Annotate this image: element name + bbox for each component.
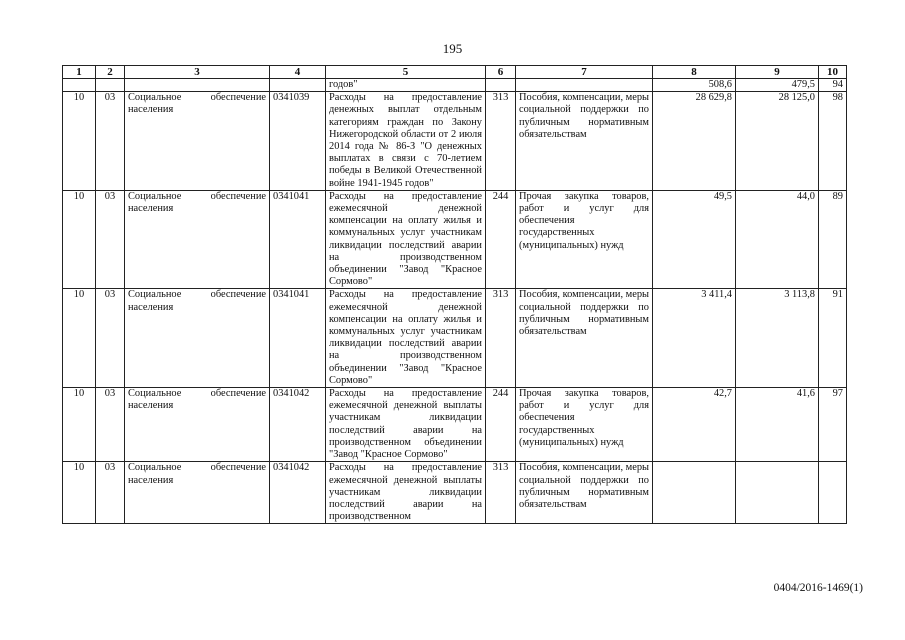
cell-target-code xyxy=(270,79,326,92)
cell-description: Расходы на предоставление ежемесячной денежной компенсации на оплату жилья и коммунальных услуг участникам ликвидации последствий аварии на производственном объединении "Завод "Красное Сормово" xyxy=(326,190,486,289)
cell-subsection: 03 xyxy=(96,289,125,388)
cell-expense-type: 313 xyxy=(486,462,516,524)
cell-description: Расходы на предоставление ежемесячной денежной выплаты участникам ликвидации последствий аварии на производственном объединении "Завод "Красное Сормово" xyxy=(326,388,486,462)
cell-description: Расходы на предоставление ежемесячной денежной компенсации на оплату жилья и коммунальных услуг участникам ликвидации последствий аварии на производственном объединении "Завод "Красное Сормово" xyxy=(326,289,486,388)
budget-table xyxy=(62,65,847,524)
cell-expense-type xyxy=(486,79,516,92)
cell-plan: 508,6 xyxy=(653,79,736,92)
header-col-10: 10 xyxy=(819,66,847,79)
header-col-1: 1 xyxy=(63,66,96,79)
header-col-8: 8 xyxy=(653,66,736,79)
cell-subsection: 03 xyxy=(96,388,125,462)
cell-percent: 94 xyxy=(819,79,847,92)
cell-plan: 28 629,8 xyxy=(653,92,736,191)
cell-expense-type: 313 xyxy=(486,92,516,191)
cell-actual: 479,5 xyxy=(736,79,819,92)
header-col-7: 7 xyxy=(516,66,653,79)
cell-percent: 97 xyxy=(819,388,847,462)
cell-target-code: 0341042 xyxy=(270,462,326,524)
cell-target-code: 0341039 xyxy=(270,92,326,191)
cell-name: Социальное обеспечение населения xyxy=(125,462,270,524)
header-col-4: 4 xyxy=(270,66,326,79)
continuation-row xyxy=(63,79,847,92)
cell-description: Расходы на предоставление ежемесячной денежной выплаты участникам ликвидации последствий аварии на производственном xyxy=(326,462,486,524)
cell-percent: 98 xyxy=(819,92,847,191)
cell-subsection: 03 xyxy=(96,190,125,289)
cell-section: 10 xyxy=(63,190,96,289)
cell-name: Социальное обеспечение населения xyxy=(125,92,270,191)
cell-target-code: 0341041 xyxy=(270,289,326,388)
header-col-5: 5 xyxy=(326,66,486,79)
cell-expense-name: Прочая закупка товаров, работ и услуг для обеспечения государственных (муниципальных) нужд xyxy=(516,190,653,289)
cell-percent xyxy=(819,462,847,524)
cell-expense-name: Пособия, компенсации, меры социальной поддержки по публичным нормативным обязательствам xyxy=(516,289,653,388)
cell-plan: 42,7 xyxy=(653,388,736,462)
cell-target-code: 0341041 xyxy=(270,190,326,289)
cell-actual: 28 125,0 xyxy=(736,92,819,191)
cell-name xyxy=(125,79,270,92)
header-col-6: 6 xyxy=(486,66,516,79)
cell-expense-name: Прочая закупка товаров, работ и услуг для обеспечения государственных (муниципальных) нужд xyxy=(516,388,653,462)
header-col-3: 3 xyxy=(125,66,270,79)
table-row xyxy=(63,388,847,462)
cell-description: годов" xyxy=(326,79,486,92)
cell-section: 10 xyxy=(63,92,96,191)
cell-plan: 49,5 xyxy=(653,190,736,289)
cell-name: Социальное обеспечение населения xyxy=(125,190,270,289)
cell-section: 10 xyxy=(63,462,96,524)
cell-expense-name: Пособия, компенсации, меры социальной поддержки по публичным нормативным обязательствам xyxy=(516,92,653,191)
document-code: 0404/2016-1469(1) xyxy=(773,582,863,594)
table-row-cut xyxy=(63,462,847,524)
cell-expense-name xyxy=(516,79,653,92)
cell-percent: 89 xyxy=(819,190,847,289)
cell-plan xyxy=(653,462,736,524)
header-col-2: 2 xyxy=(96,66,125,79)
cell-expense-type: 313 xyxy=(486,289,516,388)
header-col-9: 9 xyxy=(736,66,819,79)
table-row xyxy=(63,190,847,289)
cell-expense-type: 244 xyxy=(486,190,516,289)
cell-plan: 3 411,4 xyxy=(653,289,736,388)
cell-expense-type: 244 xyxy=(486,388,516,462)
cell-actual: 44,0 xyxy=(736,190,819,289)
cell-target-code: 0341042 xyxy=(270,388,326,462)
cell-subsection: 03 xyxy=(96,462,125,524)
cell-actual: 41,6 xyxy=(736,388,819,462)
cell-description: Расходы на предоставление денежных выплат отдельным категориям граждан по Закону Нижегородской области от 2 июля 2014 года № 86-З "О денежных выплатах в связи с 70-летием победы в Великой Отечественной войне 1941-1945 годов" xyxy=(326,92,486,191)
cell-percent: 91 xyxy=(819,289,847,388)
cell-subsection xyxy=(96,79,125,92)
cell-actual: 3 113,8 xyxy=(736,289,819,388)
cell-name: Социальное обеспечение населения xyxy=(125,388,270,462)
cell-section xyxy=(63,79,96,92)
cell-expense-name: Пособия, компенсации, меры социальной поддержки по публичным нормативным обязательствам xyxy=(516,462,653,524)
cell-section: 10 xyxy=(63,289,96,388)
header-row xyxy=(63,66,847,79)
cell-actual xyxy=(736,462,819,524)
cell-section: 10 xyxy=(63,388,96,462)
table-row xyxy=(63,289,847,388)
page-number: 195 xyxy=(442,41,463,56)
cell-subsection: 03 xyxy=(96,92,125,191)
cell-name: Социальное обеспечение населения xyxy=(125,289,270,388)
table-row xyxy=(63,92,847,191)
